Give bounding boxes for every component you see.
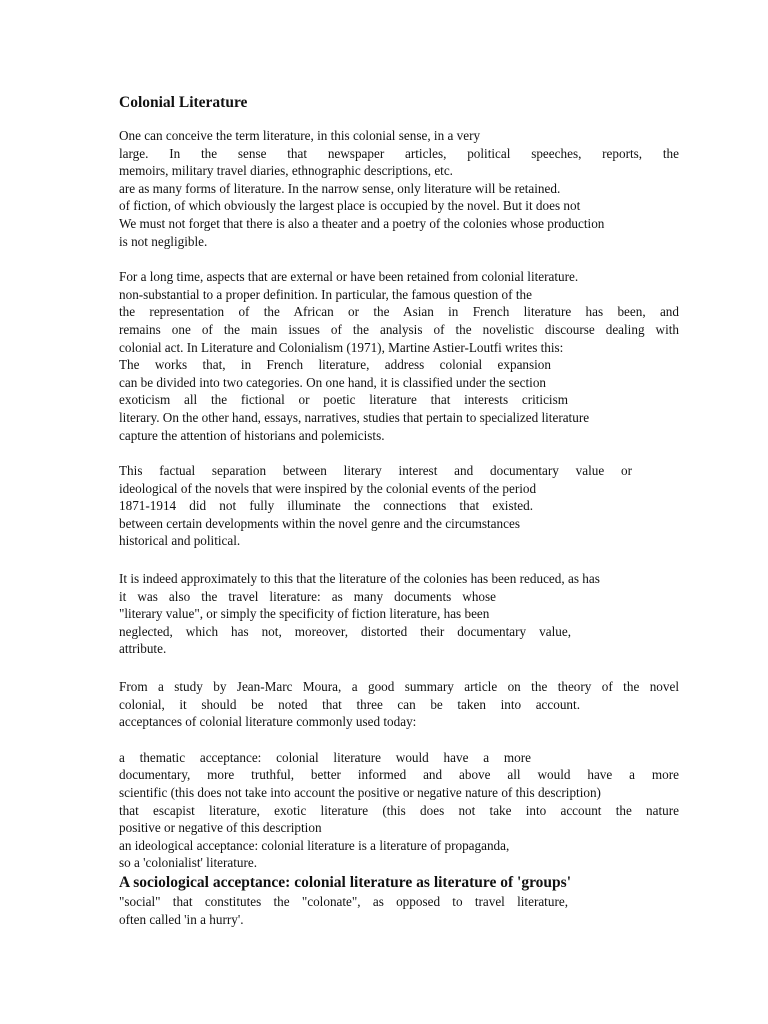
text-line: It is indeed approximately to this that the literature of the colonies has been reduced, as has bbox=[119, 571, 600, 587]
text-line: can be divided into two categories. On one hand, it is classified under the section bbox=[119, 374, 547, 390]
text-line: literary. On the other hand, essays, narratives, studies that pertain to specialized literature bbox=[119, 409, 590, 425]
sociological-heading: A sociological acceptance: colonial literature as literature of 'groups' bbox=[119, 873, 572, 891]
paragraph-6 bbox=[119, 749, 679, 928]
text-line: non-substantial to a proper definition. In particular, the famous question of the bbox=[119, 286, 532, 302]
paragraph-1 bbox=[119, 127, 679, 250]
text-line: between certain developments within the novel genre and the circumstances bbox=[119, 515, 520, 531]
text-line: "social" that constitutes the "colonate", as opposed to travel literature, bbox=[119, 893, 568, 909]
text-line: This factual separation between literary interest and documentary value or bbox=[119, 463, 632, 479]
paragraph-4 bbox=[119, 570, 679, 658]
text-line: it was also the travel literature: as many documents whose bbox=[119, 588, 496, 604]
text-line: are as many forms of literature. In the narrow sense, only literature will be retained. bbox=[119, 180, 561, 196]
text-line: One can conceive the term literature, in this colonial sense, in a very bbox=[119, 128, 481, 143]
text-line: is not negligible. bbox=[119, 233, 208, 249]
text-line: colonial, it should be noted that three can be taken into account. bbox=[119, 696, 580, 712]
text-line: ideological of the novels that were inspired by the colonial events of the period bbox=[119, 480, 537, 496]
text-line: that escapist literature, exotic literature (this does not take into account the nature bbox=[119, 802, 679, 818]
text-line: historical and political. bbox=[119, 533, 241, 549]
text-line: exoticism all the fictional or poetic literature that interests criticism bbox=[119, 392, 568, 408]
text-line: the representation of the African or the Asian in French literature has been, and bbox=[119, 304, 679, 320]
text-line: The works that, in French literature, address colonial expansion bbox=[119, 357, 551, 373]
text-line: colonial act. In Literature and Colonialism (1971), Martine Astier-Loutfi writes this: bbox=[119, 339, 564, 355]
text-line: For a long time, aspects that are external or have been retained from colonial literature. bbox=[119, 269, 579, 285]
text-line: remains one of the main issues of the analysis of the novelistic discourse dealing with bbox=[119, 321, 679, 337]
text-line: large. In the sense that newspaper articles, political speeches, reports, the bbox=[119, 145, 679, 161]
text-line: capture the attention of historians and polemicists. bbox=[119, 427, 385, 443]
text-line: scientific (this does not take into account the positive or negative nature of this description) bbox=[119, 785, 601, 800]
text-line: memoirs, military travel diaries, ethnographic descriptions, etc. bbox=[119, 163, 453, 179]
paragraph-2 bbox=[119, 268, 679, 444]
text-line: From a study by Jean-Marc Moura, a good summary article on the theory of the novel bbox=[119, 679, 679, 695]
text-line: often called 'in a hurry'. bbox=[119, 911, 244, 927]
text-line: neglected, which has not, moreover, distorted their documentary value, bbox=[119, 623, 571, 639]
text-line: an ideological acceptance: colonial literature is a literature of propaganda, bbox=[119, 837, 510, 853]
text-line: acceptances of colonial literature commonly used today: bbox=[119, 714, 417, 730]
paragraph-5 bbox=[119, 678, 679, 731]
text-line: a thematic acceptance: colonial literature would have a more bbox=[119, 749, 531, 765]
text-line: positive or negative of this description bbox=[119, 820, 322, 836]
text-line: We must not forget that there is also a theater and a poetry of the colonies whose production bbox=[119, 215, 605, 231]
document-title: Colonial Literature bbox=[119, 94, 248, 111]
text-line: of fiction, of which obviously the largest place is occupied by the novel. But it does not bbox=[119, 198, 581, 214]
text-line: "literary value", or simply the specificity of fiction literature, has been bbox=[119, 606, 490, 622]
text-line: 1871-1914 did not fully illuminate the connections that existed. bbox=[119, 498, 533, 514]
text-line: so a 'colonialist' literature. bbox=[119, 855, 258, 871]
document-page bbox=[119, 92, 679, 928]
text-line: documentary, more truthful, better informed and above all would have a more bbox=[119, 767, 679, 783]
paragraph-3 bbox=[119, 462, 679, 550]
text-line: attribute. bbox=[119, 641, 167, 657]
